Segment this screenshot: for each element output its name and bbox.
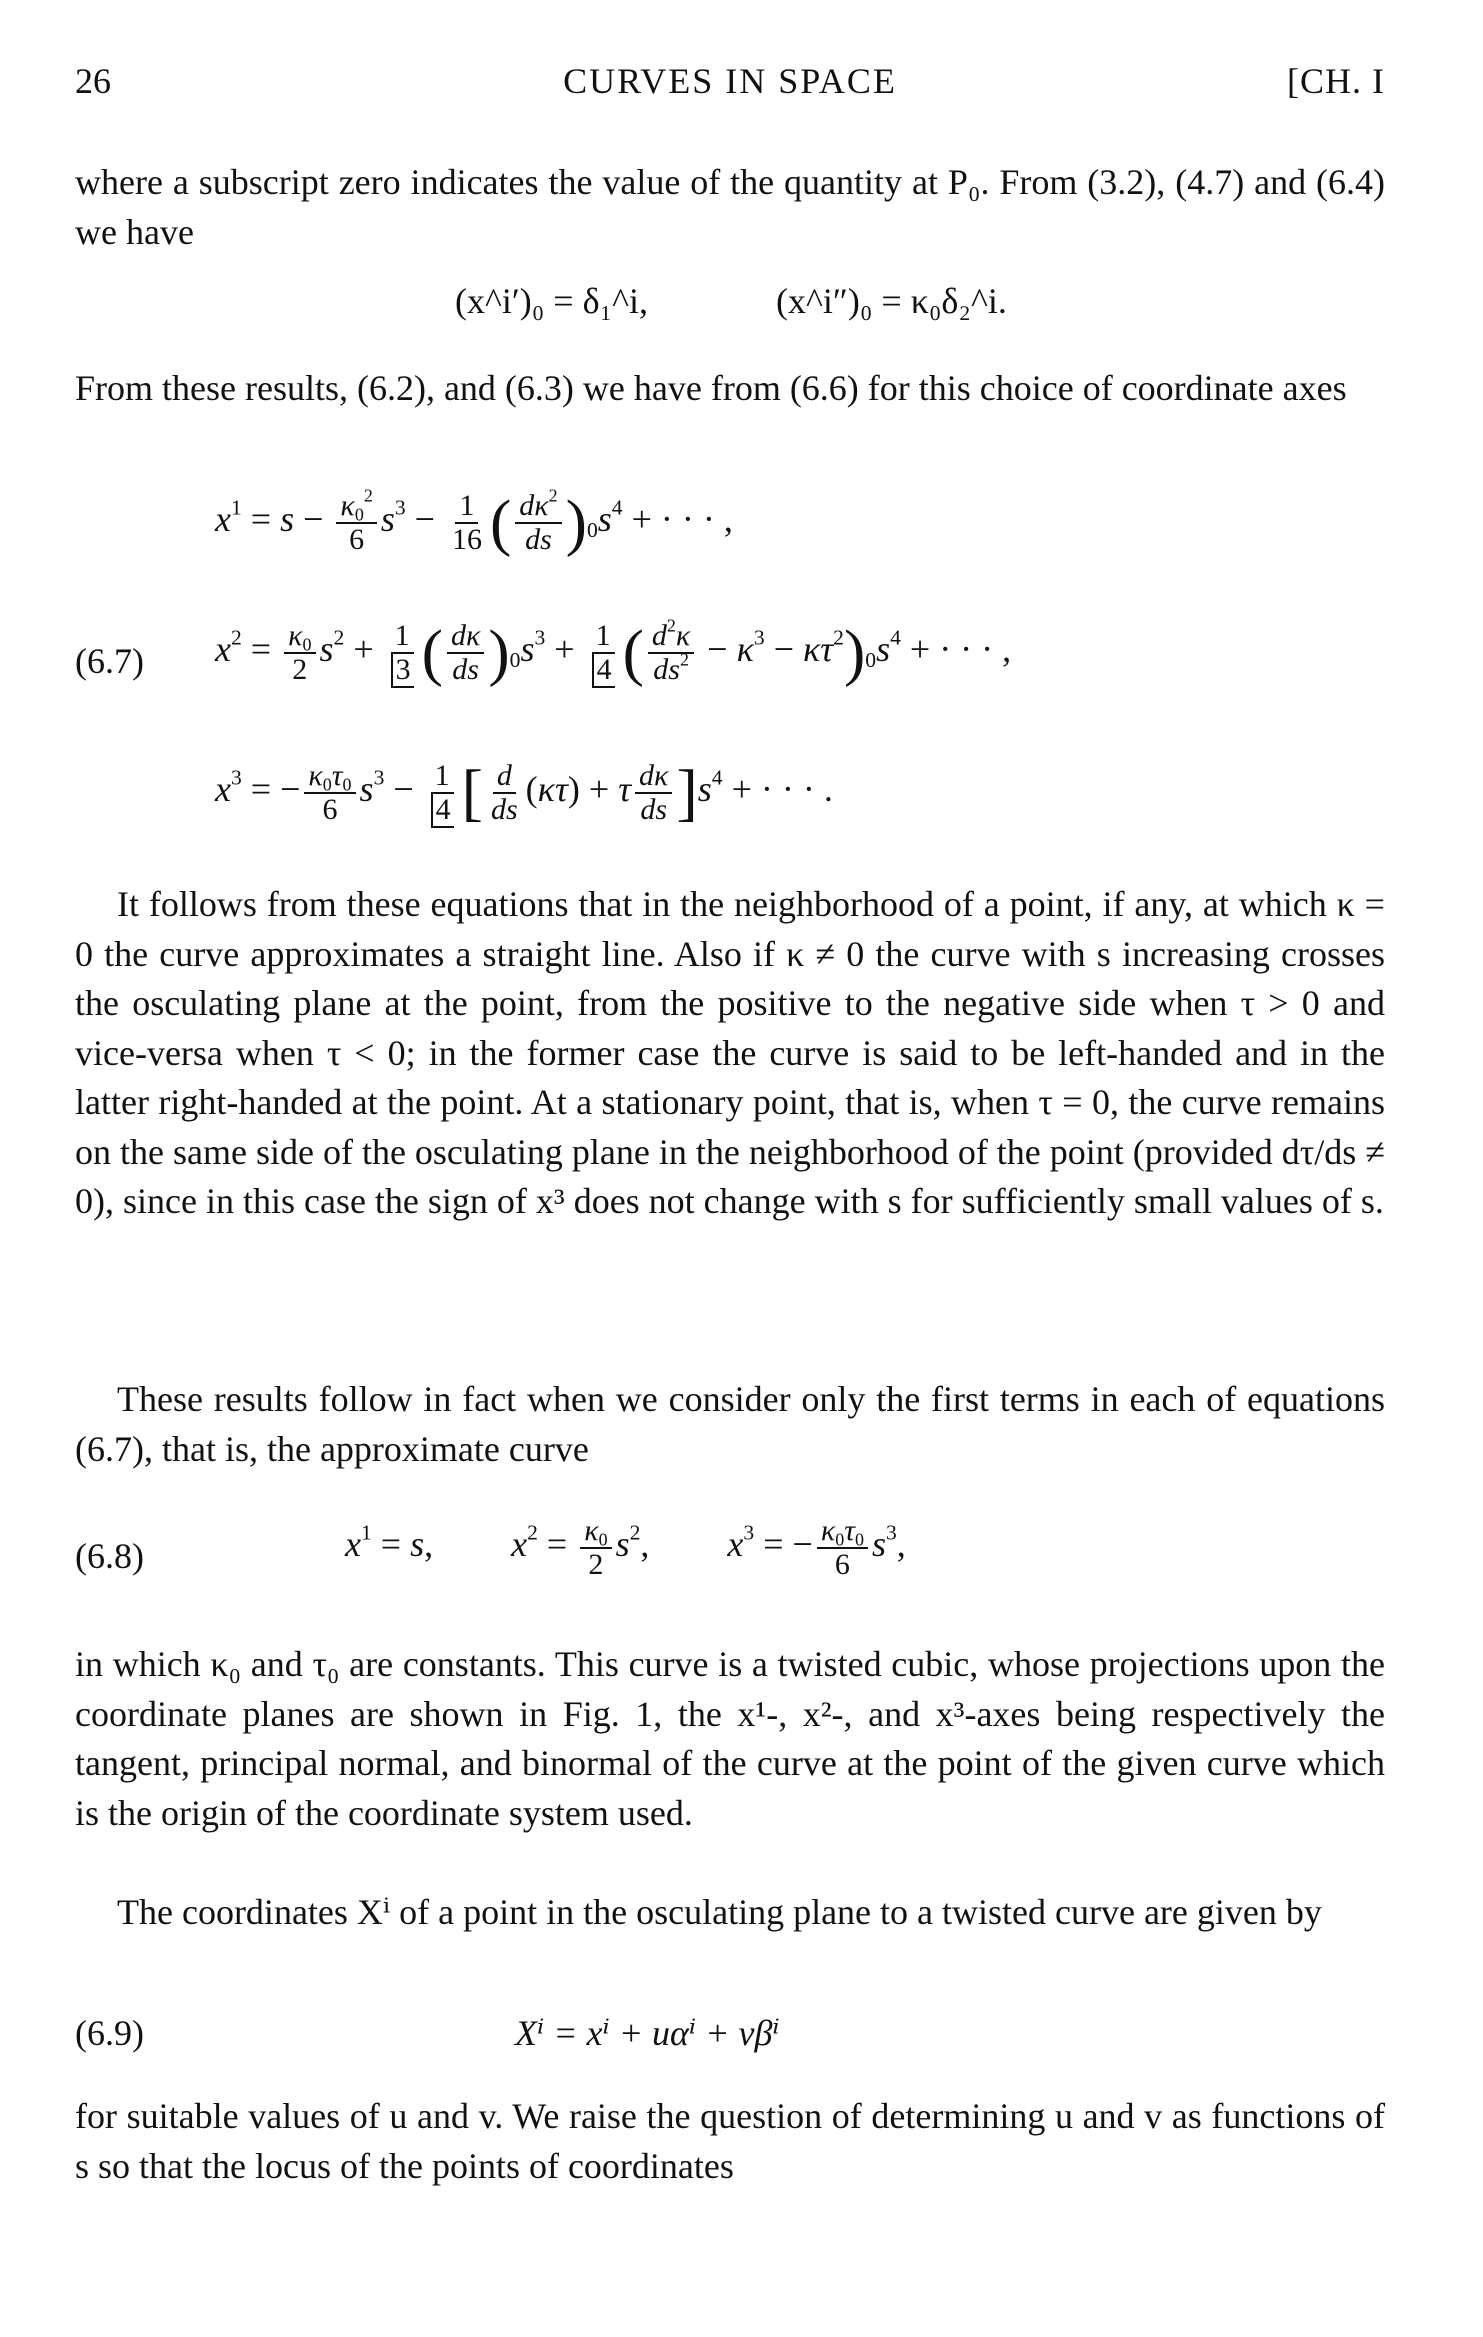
equation-initial-1: (x^i′)₀ = δ₁^i, xyxy=(455,281,649,321)
paragraph-5 xyxy=(75,1640,1385,1838)
equation-6-7-line-1: $x^1 = s$ − $\frac{\kappa_0^2}{6}$ $s^3$ − $\frac{1}{16}$ ( $\frac{d\kappa^2}{ds}$ )$_0s^4$ + · · · , xyxy=(215,485,733,558)
equation-6-7-label: (6.7) xyxy=(75,641,144,681)
paragraph-2-text: From these results, (6.2), and (6.3) we have from (6.6) for this choice of coordinate axes xyxy=(75,368,1347,408)
running-title: CURVES IN SPACE xyxy=(563,61,897,101)
paragraph-4-text: These results follow in fact when we consider only the first terms in each of equations (6.7), that is, the approximate curve xyxy=(75,1379,1385,1469)
equation-initial-values xyxy=(455,280,1007,322)
equation-6-7-line-3: $x^3$ = − $\frac{\kappa_0\tau_0}{6}$ $s^3$ − $\frac{1}{4}$ [ $\frac{d}{ds}$ (κτ) + τ $\frac{d\kappa}{ds}$ ]$s^4$ + · · · . xyxy=(215,756,833,828)
equation-6-9-label: (6.9) xyxy=(75,2013,144,2053)
paragraph-1-text: where a subscript zero indicates the value of the quantity at P₀. From (3.2), (4.7) and (6.4) we have xyxy=(75,162,1385,252)
paragraph-4 xyxy=(75,1375,1385,1474)
paragraph-6-text: The coordinates Xⁱ of a point in the osculating plane to a twisted curve are given by xyxy=(117,1892,1322,1932)
chapter-label: [CH. I xyxy=(1287,61,1385,101)
paragraph-7 xyxy=(75,2092,1385,2191)
paragraph-7-text: for suitable values of u and v. We raise the question of determining u and v as functions of s so that the locus of the points of coordinates xyxy=(75,2096,1385,2186)
paragraph-2 xyxy=(75,364,1385,414)
equation-6-8: $x^1 = s$, $x^2$ = $\frac{\kappa_0}{2}$ $s^2$, $x^3$ = − $\frac{\kappa_0\tau_0}{6}$ $s^3$, xyxy=(345,1514,906,1581)
equation-6-9: Xⁱ = xⁱ + uαⁱ + vβⁱ xyxy=(515,2013,780,2053)
paragraph-3 xyxy=(75,880,1385,1227)
page-number: 26 xyxy=(75,61,111,101)
equation-initial-2: (x^i″)₀ = κ₀δ₂^i. xyxy=(776,281,1007,321)
page xyxy=(75,0,1385,2337)
paragraph-5-text: in which κ₀ and τ₀ are constants. This curve is a twisted cubic, whose projections upon the coordinate planes are shown in Fig. 1, the x¹-, x²-, and x³-axes being respectively the tangent, principal normal, and binormal of the curve at the point of the given curve which is the origin of the coordinate system used. xyxy=(75,1644,1385,1833)
paragraph-6 xyxy=(75,1888,1385,1938)
equation-6-7-line-2: $x^2$ = $\frac{\kappa_0}{2}$ $s^2$ + $\frac{1}{3}$ ( $\frac{d\kappa}{ds}$ )$_0s^3$ + $\frac{1}{4}$ ( $\frac{d^2\kappa}{ds^2}$ − $\kappa^3 - \kappa\tau^2)_0s^4$ + · · · , xyxy=(215,615,1012,688)
equation-6-8-label: (6.8) xyxy=(75,1536,144,1576)
paragraph-1 xyxy=(75,158,1385,257)
running-header xyxy=(75,60,1385,120)
paragraph-3-text: It follows from these equations that in the neighborhood of a point, if any, at which κ = 0 the curve approximates a straight line. Also if κ ≠ 0 the curve with s increasing crosses the osculating plane at the point, from the positive to the negative side when τ > 0 and vice-versa when τ < 0; in the former case the curve is said to be left-handed and in the latter right-handed at the point. At a stationary point, that is, when τ = 0, the curve remains on the same side of the osculating plane in the neighborhood of the point (provided dτ/ds ≠ 0), since in this case the sign of x³ does not change with s for sufficiently small values of s. xyxy=(75,884,1385,1221)
